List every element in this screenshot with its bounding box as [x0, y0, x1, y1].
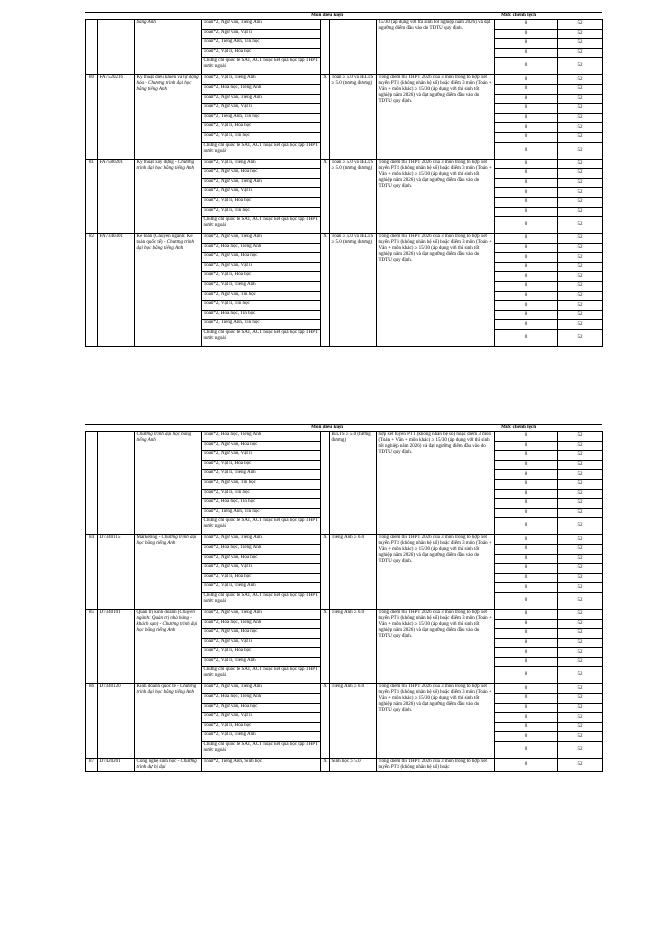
pt-cell: 52: [558, 619, 603, 629]
pt-cell: 52: [558, 104, 603, 114]
table-row: [86, 20, 603, 30]
subject-combo-cell: Toán*2, Vật lí, Tiếng Anh: [202, 282, 321, 292]
program-type: Chương trình đại học bằng tiếng Anh: [136, 159, 195, 171]
subject-combo-cell: Toán*2, Tiếng Anh, Tin học: [202, 113, 321, 123]
program-type: động hóa - Chương trình đại học bằng tiếng Anh: [136, 75, 199, 93]
table-row: [86, 535, 603, 545]
subject-combo-cell: Chứng chỉ quốc tế SAT, ACT hoặc kết quả học tập THPT nước ngoài: [202, 330, 321, 347]
header-muc-chenh-lech: Mức chênh lệch: [501, 424, 537, 430]
diff-cell: 0: [495, 667, 558, 684]
diff-cell: 0: [495, 75, 558, 85]
diff-cell: 0: [495, 609, 558, 619]
pt-cell: 52: [558, 703, 603, 713]
subject-combo-cell: Toán*2, Ngữ văn, Hóa học: [202, 629, 321, 639]
diff-cell: 0: [495, 470, 558, 480]
program-name-cell: [135, 609, 202, 684]
subject-combo-cell: Toán*2, Hóa học, Tiếng Anh: [202, 544, 321, 554]
subject-combo-cell: Toán*2, Ngữ văn, Vật lí: [202, 638, 321, 648]
pt-cell: 52: [558, 667, 603, 684]
pt-cell: 52: [558, 132, 603, 142]
subject-combo-cell: Toán*2, Vật lí, Tin học: [202, 132, 321, 142]
pt-cell: 52: [558, 742, 603, 759]
diff-cell: 0: [495, 742, 558, 759]
code-cell: [98, 432, 135, 535]
subject-combo-cell: Toán*2, Vật lí, Hóa học: [202, 272, 321, 282]
program-name-cell: [135, 159, 202, 234]
diff-cell: 0: [495, 272, 558, 282]
pt-cell: 52: [558, 759, 603, 772]
pt-cell: 52: [558, 554, 603, 564]
table-page-2: [85, 424, 602, 772]
diff-cell: 0: [495, 39, 558, 49]
diff-cell: 0: [495, 583, 558, 593]
subject-combo-cell: Toán*2, Vật lí, Tiếng Anh: [202, 159, 321, 169]
subject-combo-cell: Toán*2, Vật lí, Tin học: [202, 207, 321, 217]
program-name: Công nghệ sinh học -: [136, 759, 180, 765]
diff-cell: 0: [495, 441, 558, 451]
program-type: Chương trình đại học bằng tiếng Anh: [136, 240, 194, 252]
pt-cell: 52: [558, 657, 603, 667]
condition-cell: Tiếng Anh ≥ 6.0: [330, 609, 377, 684]
stt-cell: 81: [86, 159, 98, 234]
header-mon-dieu-kien: Môn điều kiện: [311, 424, 343, 430]
pt-cell: 52: [558, 48, 603, 58]
condition-cell: [330, 20, 377, 75]
subject-combo-cell: Toán*2, Ngữ văn, Hóa học: [202, 703, 321, 713]
x-cell: X: [321, 609, 330, 684]
subject-combo-cell: Toán*2, Vật lí, Hóa học: [202, 48, 321, 58]
pt-cell: 52: [558, 272, 603, 282]
program-name: Marketing -: [136, 535, 161, 541]
subject-combo-cell: Toán*2, Ngữ văn, Vật lí: [202, 564, 321, 574]
stt-cell: 87: [86, 759, 98, 772]
rule-cell: hợp xét tuyển PT1 (không nhân hệ số) hoặc điểm 3 môn (Toán + Văn + môn khác) ≥ 15/30 (áp dụng với thí sinh tốt nghiệp năm 2026) và đạt ngưỡng điểm đầu vào do TDTU quy định.: [377, 432, 495, 535]
program-name-cell: [135, 759, 202, 772]
pt-cell: 52: [558, 732, 603, 742]
stt-cell: [86, 20, 98, 75]
pt-cell: 52: [558, 84, 603, 94]
diff-cell: 0: [495, 20, 558, 30]
pt-cell: 52: [558, 113, 603, 123]
subject-combo-cell: Toán*2, Ngữ văn, Tin học: [202, 291, 321, 301]
diff-cell: 0: [495, 159, 558, 169]
pt-cell: 52: [558, 197, 603, 207]
pt-cell: 52: [558, 441, 603, 451]
diff-cell: 0: [495, 684, 558, 694]
x-cell: [321, 432, 330, 535]
condition-cell: Toán ≥ 5.0 và IELTS ≥ 5.0 (tương đương): [330, 234, 377, 347]
subject-combo-cell: Toán*2, Vật lí, Tiếng Anh: [202, 75, 321, 85]
subject-combo-cell: Toán*2, Ngữ văn, Tiếng Anh: [202, 94, 321, 104]
subject-combo-cell: Toán*2, Ngữ văn, Tiếng Anh: [202, 20, 321, 30]
program-name: Quản trị kinh doanh: [136, 609, 177, 615]
stt-cell: 85: [86, 609, 98, 684]
pt-cell: 52: [558, 29, 603, 39]
program-type: Chương trình đại học bằng tiếng Anh: [136, 535, 197, 547]
diff-cell: 0: [495, 262, 558, 272]
diff-cell: 0: [495, 648, 558, 658]
subject-combo-cell: Toán*2, Ngữ văn, Tiếng Anh: [202, 609, 321, 619]
program-name-cell: Chương trình đại học bằng tiếng Anh: [135, 432, 202, 535]
rule-cell: Tổng điểm thi THPT 2026 của 3 môn trong tổ hợp xét tuyển PT1 (không nhân hệ số) hoặc điểm 3 môn (Toán + Văn + môn khác) ≥ 15/30 (áp dụng với thí sinh tốt nghiệp năm 2026) và đạt ngưỡng điểm đầu vào do TDTU quy định.: [377, 609, 495, 684]
condition-cell: Tiếng Anh ≥ 6.0: [330, 684, 377, 759]
table-row: [86, 234, 603, 244]
pt-cell: 52: [558, 713, 603, 723]
code-cell: D7340115: [98, 535, 135, 610]
x-cell: X: [321, 535, 330, 610]
header-muc-chenh-lech: Mức chênh lệch: [501, 12, 537, 18]
x-cell: X: [321, 75, 330, 159]
pt-cell: 52: [558, 142, 603, 159]
subject-combo-cell: Chứng chỉ quốc tế SAT, ACT hoặc kết quả học tập THPT nước ngoài: [202, 142, 321, 159]
diff-cell: 0: [495, 732, 558, 742]
code-cell: D7340101: [98, 609, 135, 684]
diff-cell: 0: [495, 722, 558, 732]
pt-cell: 52: [558, 217, 603, 234]
diff-cell: 0: [495, 142, 558, 159]
pt-cell: 52: [558, 234, 603, 244]
pt-cell: 52: [558, 583, 603, 593]
diff-cell: 0: [495, 759, 558, 772]
rule-cell: Tổng điểm thi THPT 2026 của 3 môn trong tổ hợp xét tuyển PT1 (không nhân hệ số) hoặc điểm 3 môn (Toán + Văn + môn khác) ≥ 15/30 (áp dụng với thí sinh tốt nghiệp năm 2026) và đạt ngưỡng điểm đầu vào do TDTU quy định.: [377, 684, 495, 759]
diff-cell: 0: [495, 29, 558, 39]
program-type: (Chuyên ngành: Quản trị nhà hàng - khách sạn) - Chương trình đại học bằng tiếng Anh: [136, 609, 198, 633]
code-cell: D7340120: [98, 684, 135, 759]
code-cell: FA7520216: [98, 75, 135, 159]
rule-cell: Tổng điểm thi THPT 2026 của 3 môn trong tổ hợp xét tuyển PT1 (không nhân hệ số) hoặc điểm 3 môn (Toán + Văn + môn khác) ≥ 15/30 (áp dụng với thí sinh tốt nghiệp năm 2026) và đạt ngưỡng điểm đầu vào do TDTU quy định.: [377, 234, 495, 347]
pt-cell: 52: [558, 301, 603, 311]
table-page-1: [85, 12, 602, 347]
x-cell: X: [321, 234, 330, 347]
pt-cell: 52: [558, 39, 603, 49]
diff-cell: 0: [495, 638, 558, 648]
subject-combo-cell: Toán*2, Vật lí, Tin học: [202, 301, 321, 311]
pt-cell: 52: [558, 722, 603, 732]
diff-cell: 0: [495, 657, 558, 667]
subject-combo-cell: Toán*2, Vật lí, Hóa học: [202, 197, 321, 207]
pt-cell: 52: [558, 544, 603, 554]
diff-cell: 0: [495, 48, 558, 58]
program-name-cell: [135, 75, 202, 159]
stt-cell: [86, 432, 98, 535]
pt-cell: 52: [558, 489, 603, 499]
subject-combo-cell: Toán*2, Ngữ văn, Tiếng Anh: [202, 535, 321, 545]
table-row: [86, 759, 603, 772]
pt-cell: 52: [558, 243, 603, 253]
diff-cell: 0: [495, 310, 558, 320]
diff-cell: 0: [495, 479, 558, 489]
subject-combo-cell: Toán*2, Ngữ văn, Hóa học: [202, 441, 321, 451]
subject-combo-cell: Toán*2, Ngữ văn, Vật lí: [202, 29, 321, 39]
pt-cell: 52: [558, 253, 603, 263]
diff-cell: 0: [495, 104, 558, 114]
condition-cell: IELTS ≥ 5.0 (tương đương): [330, 432, 377, 535]
subject-combo-cell: Toán*2, Vật lí, Hóa học: [202, 648, 321, 658]
pt-cell: 52: [558, 75, 603, 85]
rule-cell: Tổng điểm thi THPT 2026 của 3 môn trong tổ hợp xét tuyển PT1 (không nhân hệ số) hoặc điểm 3 môn (Toán + Văn + môn khác) ≥ 15/30 (áp dụng với thí sinh tốt nghiệp năm 2026) và đạt ngưỡng điểm đầu vào do TDTU quy định.: [377, 535, 495, 610]
subject-combo-cell: Toán*2, Ngữ văn, Tiếng Anh: [202, 684, 321, 694]
x-cell: [321, 20, 330, 75]
subject-combo-cell: Toán*2, Ngữ văn, Vật lí: [202, 188, 321, 198]
subject-combo-cell: Toán*2, Vật lí, Tiếng Anh: [202, 657, 321, 667]
subject-combo-cell: Toán*2, Tiếng Anh, Tin học: [202, 508, 321, 518]
subject-combo-cell: Toán*2, Hóa học, Tin học: [202, 310, 321, 320]
subject-combo-cell: Toán*2, Vật lí, Tiếng Anh: [202, 470, 321, 480]
pt-cell: 52: [558, 123, 603, 133]
rule-cell: 15/30 (áp dụng với thí sinh tốt nghiệp năm 2026) và đạt ngưỡng điểm đầu vào do TDTU quy định.: [377, 20, 495, 75]
pt-cell: 52: [558, 451, 603, 461]
program-name-cell: [135, 234, 202, 347]
stt-cell: 84: [86, 535, 98, 610]
condition-cell: Toán ≥ 5.0 và IELTS ≥ 5.0 (tương đương): [330, 159, 377, 234]
subject-combo-cell: Toán*2, Ngữ văn, Vật lí: [202, 262, 321, 272]
diff-cell: 0: [495, 113, 558, 123]
program-name: Kinh doanh quốc tế -: [136, 684, 179, 690]
header-mon-dieu-kien: Môn điều kiện: [311, 12, 343, 18]
program-name-cell: [135, 535, 202, 610]
diff-cell: 0: [495, 169, 558, 179]
subject-combo-cell: Toán*2, Ngữ văn, Vật lí: [202, 713, 321, 723]
subject-combo-cell: Toán*2, Tiếng Anh, Tin học: [202, 320, 321, 330]
pt-cell: 52: [558, 207, 603, 217]
pt-cell: 52: [558, 178, 603, 188]
admission-table-2: [85, 431, 603, 772]
subject-combo-cell: Toán*2, Ngữ văn, Hóa học: [202, 169, 321, 179]
pt-cell: 52: [558, 518, 603, 535]
subject-combo-cell: Toán*2, Ngữ văn, Tiếng Anh: [202, 234, 321, 244]
pt-cell: 52: [558, 648, 603, 658]
subject-combo-cell: Toán*2, Vật lí, Hóa học: [202, 573, 321, 583]
pt-cell: 52: [558, 479, 603, 489]
pt-cell: 52: [558, 262, 603, 272]
condition-cell: Toán ≥ 5.0 và IELTS ≥ 5.0 (tương đương): [330, 75, 377, 159]
rule-cell: Tổng điểm thi THPT 2026 của 3 môn trong tổ hợp xét tuyển PT1 (không nhân hệ số) hoặc điểm 3 môn (Toán + Văn + môn khác) ≥ 15/30 (áp dụng với thí sinh tốt nghiệp năm 2026) và đạt ngưỡng điểm đầu vào do TDTU quy định.: [377, 159, 495, 234]
diff-cell: 0: [495, 253, 558, 263]
diff-cell: 0: [495, 291, 558, 301]
subject-combo-cell: Chứng chỉ quốc tế SAT, ACT hoặc kết quả học tập THPT nước ngoài: [202, 667, 321, 684]
subject-combo-cell: Toán*2, Ngữ văn, Hóa học: [202, 253, 321, 263]
diff-cell: 0: [495, 432, 558, 442]
subject-combo-cell: Chứng chỉ quốc tế SAT, ACT hoặc kết quả học tập THPT nước ngoài: [202, 217, 321, 234]
diff-cell: 0: [495, 282, 558, 292]
diff-cell: 0: [495, 58, 558, 75]
diff-cell: 0: [495, 301, 558, 311]
diff-cell: 0: [495, 713, 558, 723]
diff-cell: 0: [495, 460, 558, 470]
program-name: Kỹ thuật xây dựng -: [136, 159, 177, 165]
subject-combo-cell: Toán*2, Vật lí, Hóa học: [202, 722, 321, 732]
diff-cell: 0: [495, 518, 558, 535]
admission-table-1: [85, 19, 603, 347]
diff-cell: 0: [495, 451, 558, 461]
subject-combo-cell: Toán*2, Ngữ văn, Tin học: [202, 479, 321, 489]
subject-combo-cell: Toán*2, Ngữ văn, Vật lí: [202, 104, 321, 114]
x-cell: X: [321, 684, 330, 759]
diff-cell: 0: [495, 554, 558, 564]
pt-cell: 52: [558, 320, 603, 330]
diff-cell: 0: [495, 217, 558, 234]
pt-cell: 52: [558, 188, 603, 198]
code-cell: FA7340301: [98, 234, 135, 347]
pt-cell: 52: [558, 470, 603, 480]
condition-cell: Sinh học ≥ 5.0: [330, 759, 377, 772]
rule-cell: Tổng điểm thi THPT 2026 của 3 môn trong tổ hợp xét tuyển PT1 (không nhân hệ số) hoặc: [377, 759, 495, 772]
code-cell: FA7580201: [98, 159, 135, 234]
subject-combo-cell: Toán*2, Ngữ văn, Vật lí: [202, 451, 321, 461]
subject-combo-cell: Toán*2, Ngữ văn, Tiếng Anh: [202, 178, 321, 188]
diff-cell: 0: [495, 243, 558, 253]
subject-combo-cell: Toán*2, Vật lí, Hóa học: [202, 460, 321, 470]
subject-combo-cell: Toán*2, Hóa học, Tin học: [202, 499, 321, 509]
subject-combo-cell: Toán*2, Vật lí, Tin học: [202, 489, 321, 499]
diff-cell: 0: [495, 619, 558, 629]
subject-combo-cell: Toán*2, Hóa học, Tiếng Anh: [202, 432, 321, 442]
diff-cell: 0: [495, 84, 558, 94]
stt-cell: 86: [86, 684, 98, 759]
pt-cell: 52: [558, 169, 603, 179]
diff-cell: 0: [495, 94, 558, 104]
pt-cell: 52: [558, 609, 603, 619]
condition-cell: Tiếng Anh ≥ 6.0: [330, 535, 377, 610]
pt-cell: 52: [558, 432, 603, 442]
stt-cell: 80: [86, 75, 98, 159]
stt-cell: 82: [86, 234, 98, 347]
diff-cell: 0: [495, 489, 558, 499]
table-row: [86, 159, 603, 169]
subject-combo-cell: Toán*2, Hóa học, Tiếng Anh: [202, 619, 321, 629]
diff-cell: 0: [495, 499, 558, 509]
diff-cell: 0: [495, 234, 558, 244]
diff-cell: 0: [495, 123, 558, 133]
diff-cell: 0: [495, 178, 558, 188]
diff-cell: 0: [495, 544, 558, 554]
subject-combo-cell: Toán*2, Tiếng Anh, Tin học: [202, 39, 321, 49]
subject-combo-cell: Chứng chỉ quốc tế SAT, ACT hoặc kết quả học tập THPT nước ngoài: [202, 742, 321, 759]
subject-combo-cell: Toán*2, Tiếng Anh, Sinh học: [202, 759, 321, 772]
pt-cell: 52: [558, 310, 603, 320]
diff-cell: 0: [495, 564, 558, 574]
diff-cell: 0: [495, 535, 558, 545]
subject-combo-cell: Toán*2, Vật lí, Hóa học: [202, 123, 321, 133]
diff-cell: 0: [495, 197, 558, 207]
program-type: Chương trình đại học bằng tiếng Anh: [136, 684, 197, 696]
x-cell: X: [321, 759, 330, 772]
pt-cell: 52: [558, 564, 603, 574]
pt-cell: 52: [558, 330, 603, 347]
pt-cell: 52: [558, 58, 603, 75]
subject-combo-cell: Chứng chỉ quốc tế SAT, ACT hoặc kết quả học tập THPT nước ngoài: [202, 592, 321, 609]
pt-cell: 52: [558, 94, 603, 104]
subject-combo-cell: Toán*2, Hóa học, Tiếng Anh: [202, 694, 321, 704]
pt-cell: 52: [558, 535, 603, 545]
pt-cell: 52: [558, 694, 603, 704]
pt-cell: 52: [558, 20, 603, 30]
program-name: Kỹ thuật điều khiển và tự: [136, 75, 188, 81]
table-row: [86, 684, 603, 694]
pt-cell: 52: [558, 638, 603, 648]
code-cell: [98, 20, 135, 75]
table-row: [86, 75, 603, 85]
program-name-cell: bằng Anh: [135, 20, 202, 75]
pt-cell: 52: [558, 159, 603, 169]
diff-cell: 0: [495, 188, 558, 198]
pt-cell: 52: [558, 291, 603, 301]
diff-cell: 0: [495, 508, 558, 518]
pt-cell: 52: [558, 573, 603, 583]
subject-combo-cell: Toán*2, Vật lí, Tiếng Anh: [202, 583, 321, 593]
diff-cell: 0: [495, 207, 558, 217]
subject-combo-cell: Chứng chỉ quốc tế SAT, ACT hoặc kết quả học tập THPT nước ngoài: [202, 518, 321, 535]
pt-cell: 52: [558, 508, 603, 518]
diff-cell: 0: [495, 330, 558, 347]
x-cell: X: [321, 159, 330, 234]
pt-cell: 52: [558, 592, 603, 609]
rule-cell: Tổng điểm thi THPT 2026 của 3 môn trong tổ hợp xét tuyển PT1 (không nhân hệ số) hoặc điểm 3 môn (Toán + Văn + môn khác) ≥ 15/30 (áp dụng với thí sinh tốt nghiệp năm 2026) và đạt ngưỡng điểm đầu vào do TDTU quy định.: [377, 75, 495, 159]
program-type: Chương trình dự bị đại: [136, 759, 197, 771]
diff-cell: 0: [495, 703, 558, 713]
subject-combo-cell: Toán*2, Ngữ văn, Hóa học: [202, 554, 321, 564]
pt-cell: 52: [558, 629, 603, 639]
diff-cell: 0: [495, 573, 558, 583]
pt-cell: 52: [558, 460, 603, 470]
pt-cell: 52: [558, 282, 603, 292]
subject-combo-cell: Chứng chỉ quốc tế SAT, ACT hoặc kết quả học tập THPT nước ngoài: [202, 58, 321, 75]
pt-cell: 52: [558, 499, 603, 509]
subject-combo-cell: Toán*2, Vật lí, Tiếng Anh: [202, 732, 321, 742]
subject-combo-cell: Toán*2, Hóa học, Tiếng Anh: [202, 243, 321, 253]
diff-cell: 0: [495, 132, 558, 142]
pt-cell: 52: [558, 684, 603, 694]
code-cell: D7420201: [98, 759, 135, 772]
table-row: [86, 609, 603, 619]
diff-cell: 0: [495, 629, 558, 639]
program-name: Kế toán (Chuyên ngành: Kế toán quốc tế) -: [136, 234, 193, 246]
program-name-cell: [135, 684, 202, 759]
diff-cell: 0: [495, 694, 558, 704]
table-row: [86, 432, 603, 442]
subject-combo-cell: Toán*2, Hóa học, Tiếng Anh: [202, 84, 321, 94]
diff-cell: 0: [495, 592, 558, 609]
diff-cell: 0: [495, 320, 558, 330]
